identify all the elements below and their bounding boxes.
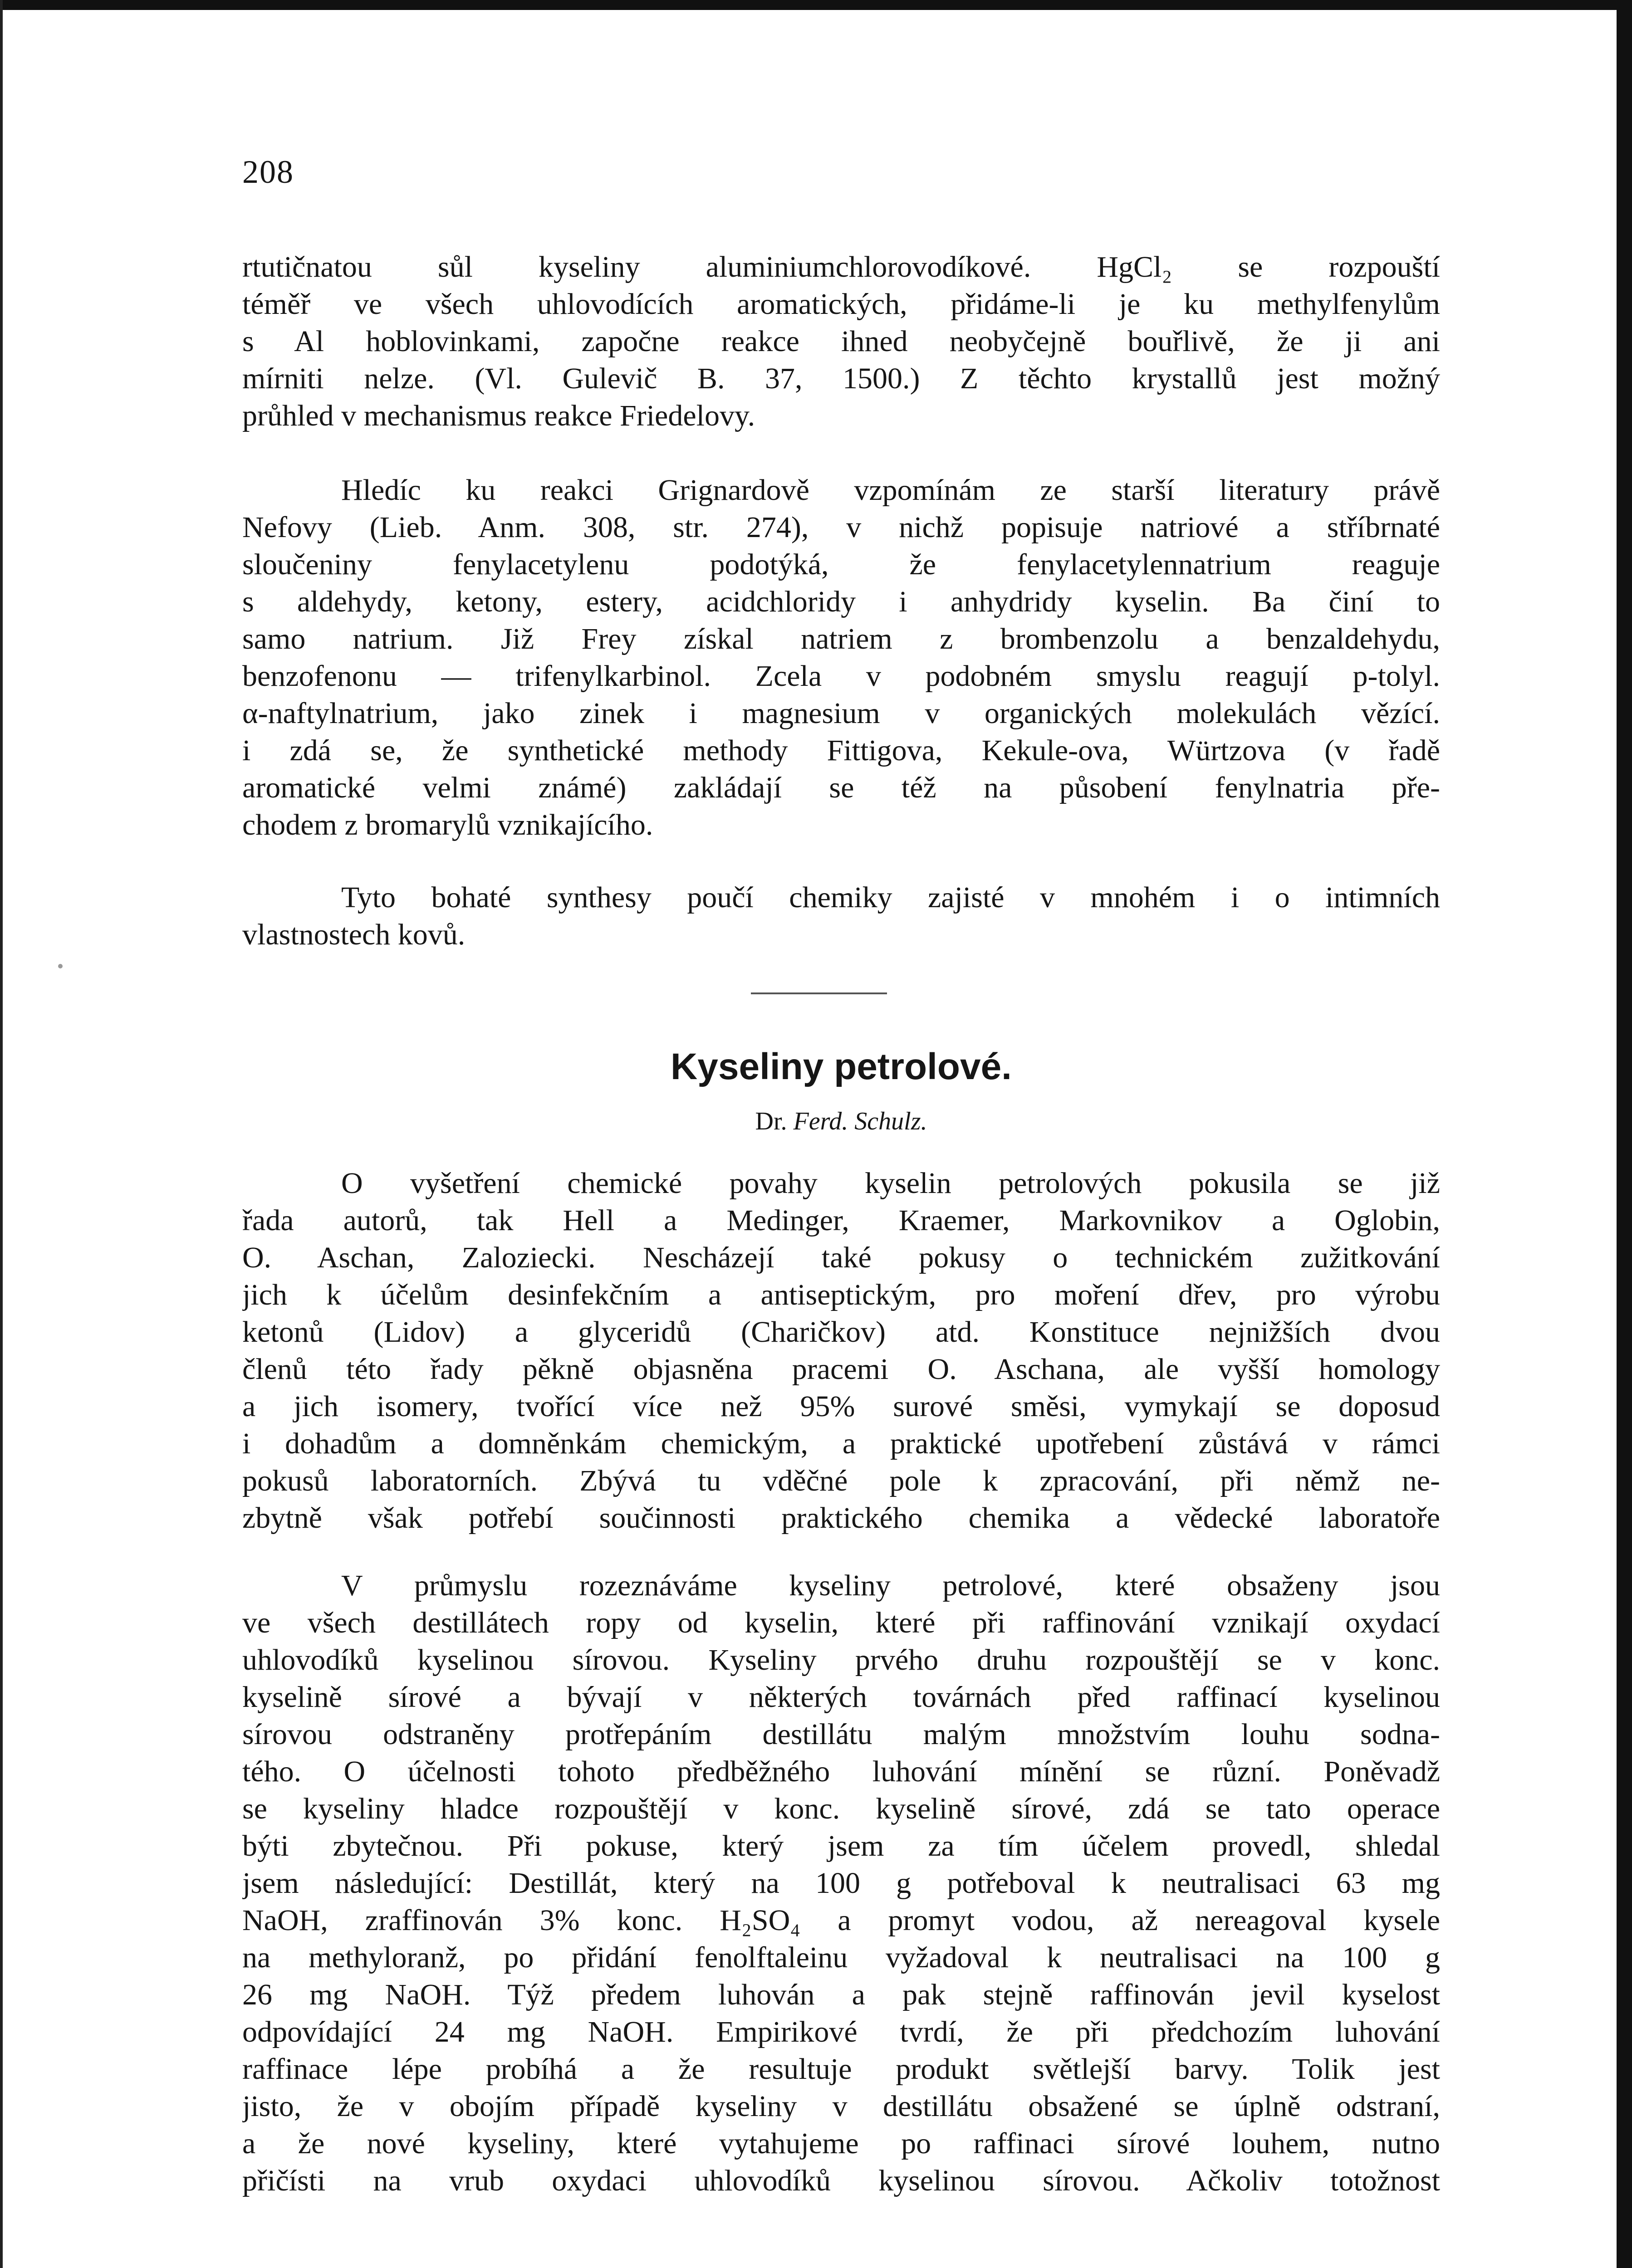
text-line: i zdá se, že synthetické methody Fittigova, Kekule-ova, Würtzova (v řadě: [242, 734, 1440, 767]
text-line: s Al hoblovinkami, započne reakce ihned neobyčejně bouřlivě, že ji ani: [242, 325, 1440, 358]
scan-border-right: [1617, 0, 1632, 2268]
paragraph-industry: [242, 1567, 1440, 2200]
text-line: mírniti nelze. (Vl. Gulevič B. 37, 1500.) Z těchto krystallů jest možný: [242, 362, 1440, 395]
text-line: aromatické velmi známé) zakládají se též na působení fenylnatria pře-: [242, 771, 1440, 804]
author-name: Ferd. Schulz.: [793, 1107, 927, 1135]
text-line: raffinace lépe probíhá a že resultuje produkt světlejší barvy. Tolik jest: [242, 2053, 1440, 2086]
text-line: sírovou odstraněny protřepáním destillátu malým množstvím louhu sodna-: [242, 1718, 1440, 1751]
text-line: jsem následující: Destillát, který na 100 g potřeboval k neutralisaci 63 mg: [242, 1867, 1440, 1900]
text-line: se kyseliny hladce rozpouštějí v konc. kyselině sírové, zdá se tato operace: [242, 1792, 1440, 1825]
section-divider: [751, 992, 887, 994]
page-number: 208: [242, 154, 294, 190]
text-line: jich k účelům desinfekčním a antiseptickým, pro moření dřev, pro výrobu: [242, 1278, 1440, 1311]
text-line: samo natrium. Již Frey získal natriem z brombenzolu a benzaldehydu,: [242, 622, 1440, 655]
text-line: Hledíc ku reakci Grignardově vzpomínám ze starší literatury právě: [341, 474, 1440, 507]
article-title: Kyseliny petrolové.: [671, 1046, 1012, 1087]
paragraph-research-overview: [242, 1165, 1440, 1537]
text-line: téměř ve všech uhlovodících aromatických, přidáme-li je ku methylfenylům: [242, 288, 1440, 321]
text-line: α-naftylnatrium, jako zinek i magnesium v organických molekulách vězící.: [242, 697, 1440, 730]
text-line: kyselině sírové a bývají v některých továrnách před raffinací kyselinou: [242, 1681, 1440, 1714]
paragraph-synthesy: [242, 879, 1440, 953]
text-line: Tyto bohaté synthesy poučí chemiky zajisté v mnohém i o intimních: [341, 881, 1440, 914]
text-line: O vyšetření chemické povahy kyselin petrolových pokusila se již: [341, 1167, 1440, 1200]
text-line: průhled v mechanismus reakce Friedelovy.: [242, 399, 755, 432]
text-line: chodem z bromarylů vznikajícího.: [242, 808, 653, 841]
text-line: rtutičnatou sůl kyseliny aluminiumchlorovodíkové. HgCl₂ se rozpouští: [242, 250, 1440, 284]
text-line: Nefovy (Lieb. Anm. 308, str. 274), v nichž popisuje natriové a stříbrnaté: [242, 511, 1440, 544]
text-line: O. Aschan, Zaloziecki. Nescházejí také pokusy o technickém zužitkování: [242, 1241, 1440, 1274]
text-line: i dohadům a domněnkám chemickým, a praktické upotřebení zůstává v rámci: [242, 1427, 1440, 1460]
scan-border-left: [0, 0, 3, 2268]
text-line: odpovídající 24 mg NaOH. Empirikové tvrdí, že při předchozím luhování: [242, 2015, 1440, 2048]
text-line: členů této řady pěkně objasněna pracemi O. Aschana, ale vyšší homology: [242, 1353, 1440, 1386]
text-line: jisto, že v obojím případě kyseliny v destillátu obsažené se úplně odstraní,: [242, 2090, 1440, 2123]
scan-speck: [58, 964, 63, 968]
text-line: na methyloranž, po přidání fenolftaleinu vyžadoval k neutralisaci na 100 g: [242, 1941, 1440, 1974]
text-line: řada autorů, tak Hell a Medinger, Kraemer, Markovnikov a Oglobin,: [242, 1204, 1440, 1237]
text-line: s aldehydy, ketony, estery, acidchloridy i anhydridy kyselin. Ba činí to: [242, 585, 1440, 618]
text-line: pokusů laboratorních. Zbývá tu vděčné pole k zpracování, při němž ne-: [242, 1464, 1440, 1497]
text-line: ve všech destillátech ropy od kyselin, které při raffinování vznikají oxydací: [242, 1606, 1440, 1639]
article-author: [242, 1107, 1440, 1136]
text-line: benzofenonu — trifenylkarbinol. Zcela v podobném smyslu reagují p-tolyl.: [242, 660, 1440, 693]
text-line: býti zbytečnou. Při pokuse, který jsem za tím účelem provedl, shledal: [242, 1829, 1440, 1862]
paragraph-grignard: [242, 472, 1440, 844]
text-line: NaOH, zraffinován 3% konc. H₂SO₄ a promyt vodou, až nereagoval kysele: [242, 1904, 1440, 1937]
text-line: uhlovodíků kyselinou sírovou. Kyseliny prvého druhu rozpouštějí se v konc.: [242, 1643, 1440, 1677]
text-line: vlastnostech kovů.: [242, 918, 466, 951]
scan-border-top: [0, 0, 1632, 10]
author-prefix: Dr.: [755, 1107, 787, 1135]
text-line: a jich isomery, tvořící více než 95% surové směsi, vymykají se doposud: [242, 1390, 1440, 1423]
text-line: ketonů (Lidov) a glyceridů (Charičkov) atd. Konstituce nejnižších dvou: [242, 1315, 1440, 1349]
text-line: V průmyslu rozeznáváme kyseliny petrolové, které obsaženy jsou: [341, 1569, 1440, 1602]
text-line: a že nové kyseliny, které vytahujeme po raffinaci sírové louhem, nutno: [242, 2127, 1440, 2160]
text-line: zbytně však potřebí součinnosti praktického chemika a vědecké laboratoře: [242, 1501, 1440, 1535]
text-line: sloučeniny fenylacetylenu podotýká, že fenylacetylennatrium reaguje: [242, 548, 1440, 581]
text-line: tého. O účelnosti tohoto předběžného luhování mínění se různí. Poněvadž: [242, 1755, 1440, 1788]
text-line: 26 mg NaOH. Týž předem luhován a pak stejně raffinován jevil kyselost: [242, 1978, 1440, 2011]
text-line: přičísti na vrub oxydaci uhlovodíků kyselinou sírovou. Ačkoliv totožnost: [242, 2164, 1440, 2197]
paragraph-continuation: [242, 249, 1440, 435]
